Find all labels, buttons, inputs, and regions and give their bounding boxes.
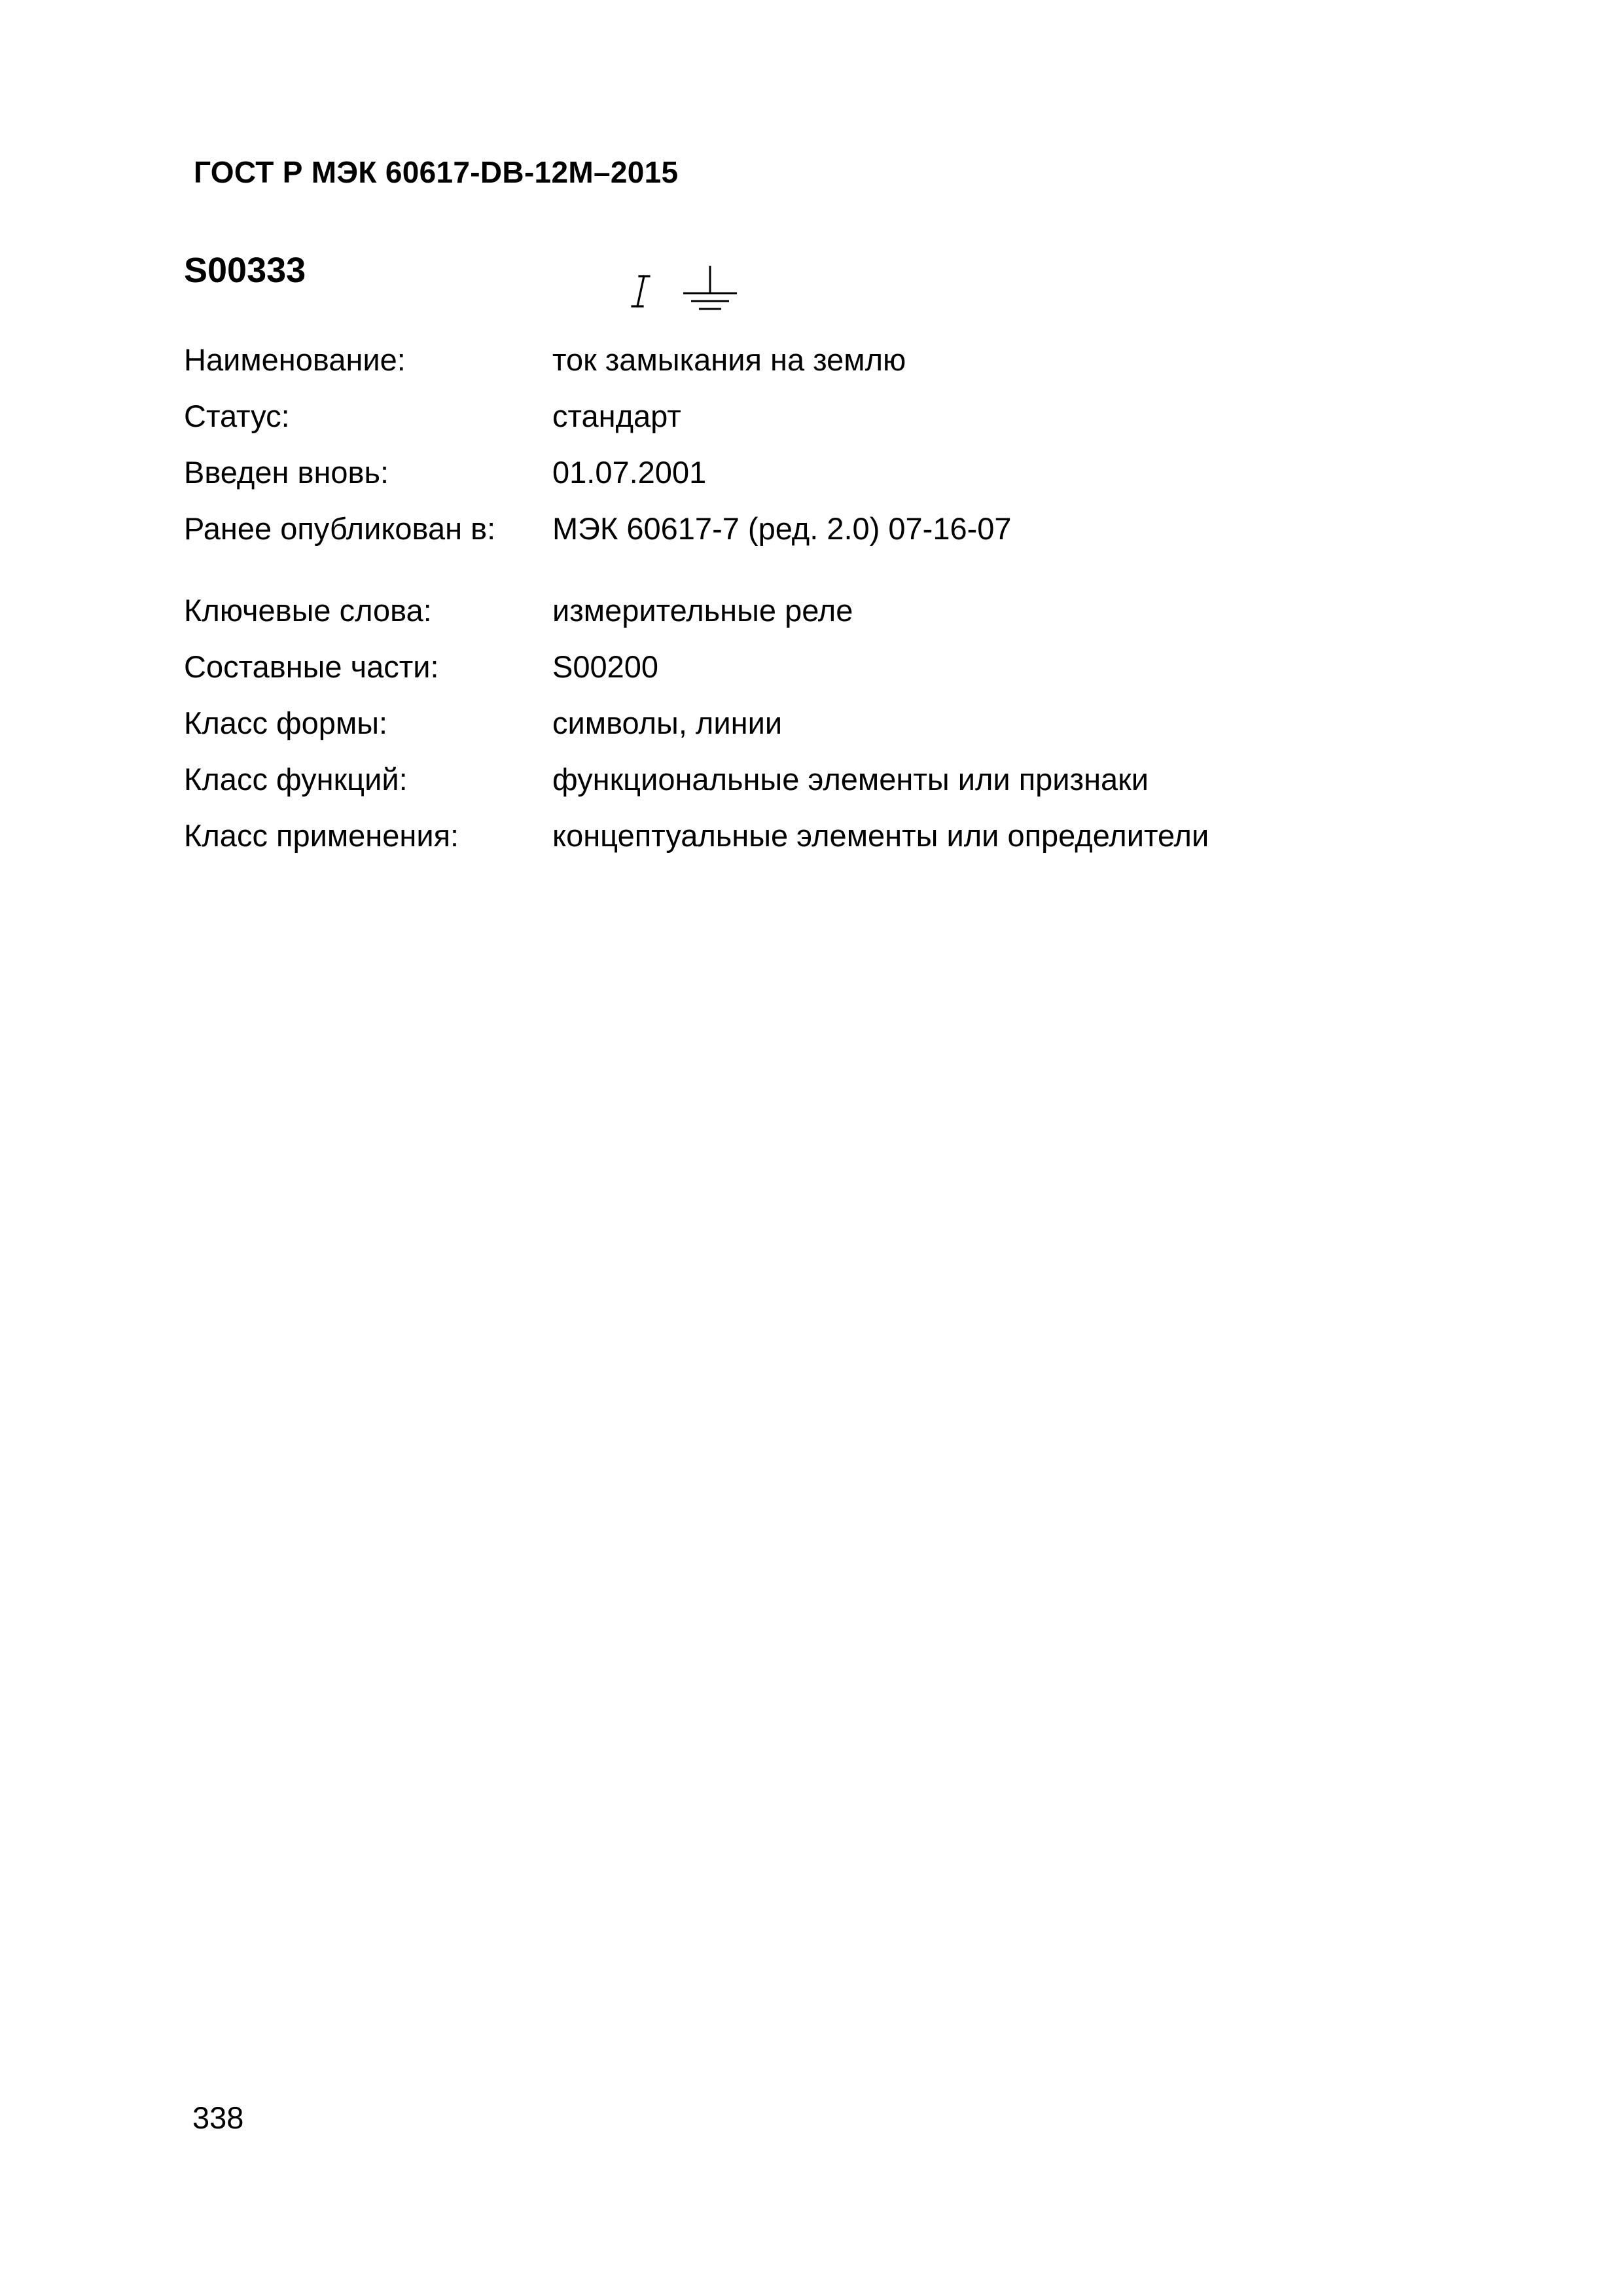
field-row-application-class <box>184 817 1493 857</box>
earth-ground-icon <box>683 266 737 309</box>
field-value: функциональные элементы или признаки <box>552 762 1149 797</box>
field-label: Введен вновь: <box>184 455 389 490</box>
field-row-function-class <box>184 761 1493 800</box>
field-label: Ранее опубликован в: <box>184 511 496 546</box>
field-row-keywords <box>184 592 1493 632</box>
page-number: 338 <box>192 2100 244 2135</box>
field-row-shape-class <box>184 705 1493 744</box>
field-label: Класс применения: <box>184 818 459 853</box>
field-label: Составные части: <box>184 649 439 684</box>
field-value: символы, линии <box>552 706 783 740</box>
field-label: Ключевые слова: <box>184 593 432 628</box>
field-value: S00200 <box>552 649 659 684</box>
field-row-published-in <box>184 511 1493 550</box>
symbol-graphic <box>628 260 759 326</box>
field-label: Статус: <box>184 399 290 433</box>
field-value: МЭК 60617-7 (ред. 2.0) 07-16-07 <box>552 511 1012 546</box>
symbol-code: S00333 <box>184 251 306 290</box>
field-label: Класс формы: <box>184 706 388 740</box>
field-label: Наименование: <box>184 342 406 377</box>
field-value: ток замыкания на землю <box>552 342 906 377</box>
field-row-status <box>184 398 1493 437</box>
field-value: измерительные реле <box>552 593 853 628</box>
field-row-name <box>184 342 1493 381</box>
italic-letter-i <box>632 276 649 306</box>
field-value: 01.07.2001 <box>552 455 707 490</box>
field-value: стандарт <box>552 399 681 433</box>
field-value: концептуальные элементы или определители <box>552 818 1209 853</box>
field-label: Класс функций: <box>184 762 408 797</box>
field-row-components <box>184 649 1493 688</box>
document-header: ГОСТ Р МЭК 60617-DB-12M–2015 <box>194 155 679 189</box>
field-row-introduced <box>184 454 1493 493</box>
